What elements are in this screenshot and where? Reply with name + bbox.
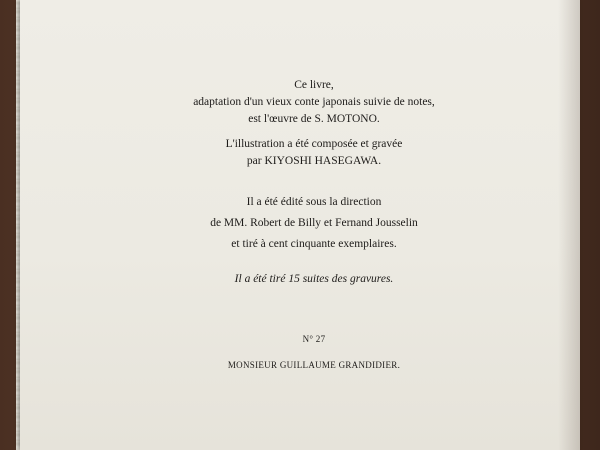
colophon-line: est l'œuvre de S. MOTONO.: [248, 113, 380, 125]
book-page: [20, 0, 580, 450]
copy-number-text: N° 27: [302, 334, 326, 344]
colophon-line: par KIYOSHI HASEGAWA.: [246, 155, 382, 167]
dedicatee-name: MONSIEUR GUILLAUME GRANDIDIER.: [227, 360, 401, 370]
colophon-block-illustration: [40, 136, 588, 170]
suites-note: [40, 271, 588, 288]
colophon-line: et tiré à cent cinquante exemplaires.: [231, 238, 397, 250]
colophon-line: Il a été édité sous la direction: [246, 196, 382, 208]
colophon-line: Ce livre,: [294, 79, 334, 91]
colophon-block-author: [40, 77, 588, 128]
colophon-line: adaptation d'un vieux conte japonais suivie de notes,: [193, 96, 435, 108]
copy-number: [40, 331, 588, 348]
dedicatee: [40, 357, 588, 374]
colophon-line: L'illustration a été composée et gravée: [225, 138, 403, 150]
colophon-block-edition: [40, 192, 588, 255]
suites-note-text: Il a été tiré 15 suites des gravures.: [234, 273, 394, 285]
colophon-line: de MM. Robert de Billy et Fernand Jousselin: [210, 217, 418, 229]
